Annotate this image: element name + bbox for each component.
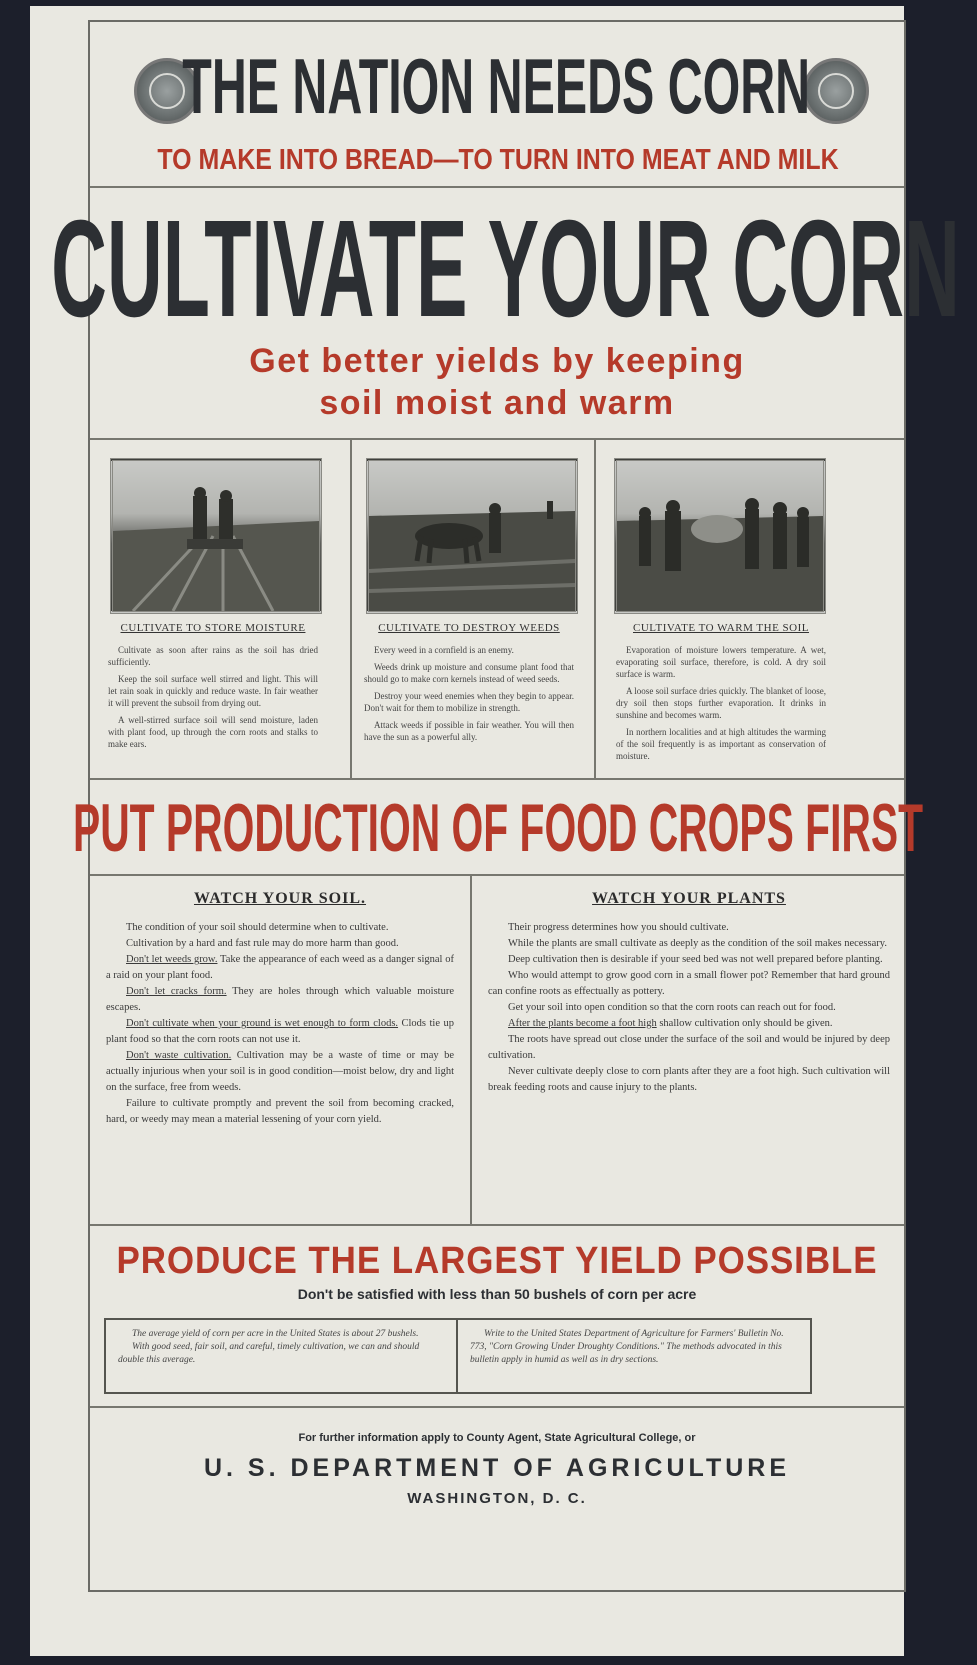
hero-headline: CULTIVATE YOUR CORN	[51, 192, 960, 346]
plants-paragraph: Their progress determines how you should cultivate.	[508, 922, 729, 933]
soil-paragraph: Don't cultivate when your ground is wet enough to form clods. Clods tie up plant food so that the corn roots can not use it.	[106, 1018, 454, 1045]
yield-double-note: With good seed, fair soil, and careful, timely cultivation, we can and should double this average.	[118, 1342, 420, 1365]
poster	[30, 6, 960, 1656]
panel-moisture-text: A well-stirred surface soil will send moisture, laden with plant food, up through the corn roots and stalks to make ears.	[108, 715, 318, 749]
panel-weeds-text: Destroy your weed enemies when they begin to appear. Don't wait for them to mobilize in strength.	[364, 691, 574, 713]
panel-weeds-text: Weeds drink up moisture and consume plant food that should go to make corn kernels instead of weed seeds.	[364, 662, 574, 684]
hero-tagline-line1: Get better yields by keeping	[249, 342, 745, 380]
soil-paragraph: Don't let cracks form. They are holes through which valuable moisture escapes.	[106, 986, 454, 1013]
panel-weeds	[352, 440, 596, 778]
department-seal-right-icon	[803, 58, 869, 124]
photo-farm-workers	[614, 458, 826, 614]
footer-section	[90, 1408, 904, 1592]
footer-city: WASHINGTON, D. C.	[407, 1490, 587, 1507]
panel-warm-text: Evaporation of moisture lowers temperature. A wet, evaporating soil surface, therefore, is cold. A dry soil surface is warm.	[616, 645, 826, 679]
panel-warm	[596, 440, 906, 778]
bulletin-note: Write to the United States Department of Agriculture for Farmers' Bulletin No. 773, "Corn Growing Under Droughty Conditions." The methods advocated in this bulletin apply in humid as well as in dry sections.	[470, 1329, 784, 1365]
poster-title: THE NATION NEEDS CORN	[182, 42, 811, 130]
panel-weeds-text: Every weed in a cornfield is an enemy.	[374, 645, 514, 655]
panel-weeds-text: Attack weeds if possible in fair weather. You will then have the sun as a powerful ally.	[364, 720, 574, 742]
panel-moisture	[90, 440, 352, 778]
soil-paragraph: Don't let weeds grow. Take the appearance of each weed as a danger signal of a raid on your plant food.	[106, 954, 454, 981]
plants-paragraph: Get your soil into open condition so that the corn roots can reach out for food.	[508, 1002, 836, 1013]
poster-subtitle: TO MAKE INTO BREAD—TO TURN INTO MEAT AND MILK	[157, 144, 839, 176]
yield-section	[90, 1226, 904, 1408]
yield-average-note: The average yield of corn per acre in the United States is about 27 bushels.	[132, 1329, 419, 1339]
panel-warm-text: In northern localities and at high altitudes the warming of the soil frequently is as important as conservation of moisture.	[616, 727, 826, 761]
panel-warm-text: A loose soil surface dries quickly. The blanket of loose, dry soil then stops further evaporation. It drinks in sunshine and becomes warm.	[616, 686, 826, 720]
panel-moisture-caption: CULTIVATE TO STORE MOISTURE	[120, 622, 306, 634]
hero-tagline-line2: soil moist and warm	[319, 384, 675, 422]
soil-paragraph: Failure to cultivate promptly and prevent the soil from becoming cracked, hard, or weedy may mean a material lessening of your corn yield.	[106, 1098, 454, 1125]
watch-plants-column	[472, 876, 906, 1224]
footer-info: For further information apply to County Agent, State Agricultural College, or	[298, 1432, 696, 1444]
yield-headline: PRODUCE THE LARGEST YIELD POSSIBLE	[116, 1240, 878, 1282]
header-section	[90, 22, 904, 188]
hero-section	[51, 188, 960, 440]
banner-section	[72, 780, 924, 876]
footer-department: U. S. DEPARTMENT OF AGRICULTURE	[203, 1454, 791, 1482]
watch-soil-heading: WATCH YOUR SOIL.	[193, 890, 367, 907]
panel-moisture-text: Cultivate as soon after rains as the soil has dried sufficiently.	[108, 645, 318, 667]
watch-plants-heading: WATCH YOUR PLANTS	[592, 890, 786, 907]
panel-moisture-text: Keep the soil surface well stirred and light. This will let rain soak in quickly and reduce waste. In fair weather it will prevent the subsoil from drying out.	[108, 674, 318, 708]
poster-frame	[51, 20, 960, 1592]
soil-paragraph: Cultivation by a hard and fast rule may do more harm than good.	[126, 938, 399, 949]
photo-cultivating-field	[110, 458, 322, 614]
soil-paragraph: The condition of your soil should determine when to cultivate.	[126, 922, 389, 933]
plants-paragraph: While the plants are small cultivate as deeply as the condition of the soil makes necessary.	[508, 938, 887, 949]
photo-horse-cultivator	[366, 458, 578, 614]
plants-paragraph: After the plants become a foot high shallow cultivation only should be given.	[508, 1018, 833, 1029]
banner-headline: PUT PRODUCTION OF FOOD CROPS FIRST	[72, 790, 924, 866]
yield-subline: Don't be satisfied with less than 50 bushels of corn per acre	[297, 1286, 697, 1302]
panel-warm-caption: CULTIVATE TO WARM THE SOIL	[633, 622, 809, 634]
advice-columns-section	[90, 876, 904, 1226]
plants-paragraph: Who would attempt to grow good corn in a small flower pot? Remember that hard ground can confine roots as effectually as pottery.	[488, 970, 890, 997]
plants-paragraph: Never cultivate deeply close to corn plants after they are a foot high. Such cultivation will break feeding roots and cause injury to the plants.	[488, 1066, 890, 1093]
plants-paragraph: The roots have spread out close under the surface of the soil and would be injured by deep cultivation.	[488, 1034, 890, 1061]
watch-soil-column	[90, 876, 472, 1224]
plants-paragraph: Deep cultivation then is desirable if your seed bed was not well prepared before planting.	[508, 954, 883, 965]
soil-paragraph: Don't waste cultivation. Cultivation may be a waste of time or may be actually injurious when your soil is in good condition—moist below, dry and light on the surface, free from weeds.	[106, 1050, 454, 1093]
panel-weeds-caption: CULTIVATE TO DESTROY WEEDS	[378, 622, 560, 634]
yield-info-box	[104, 1318, 812, 1394]
photo-panels-section	[90, 440, 904, 780]
